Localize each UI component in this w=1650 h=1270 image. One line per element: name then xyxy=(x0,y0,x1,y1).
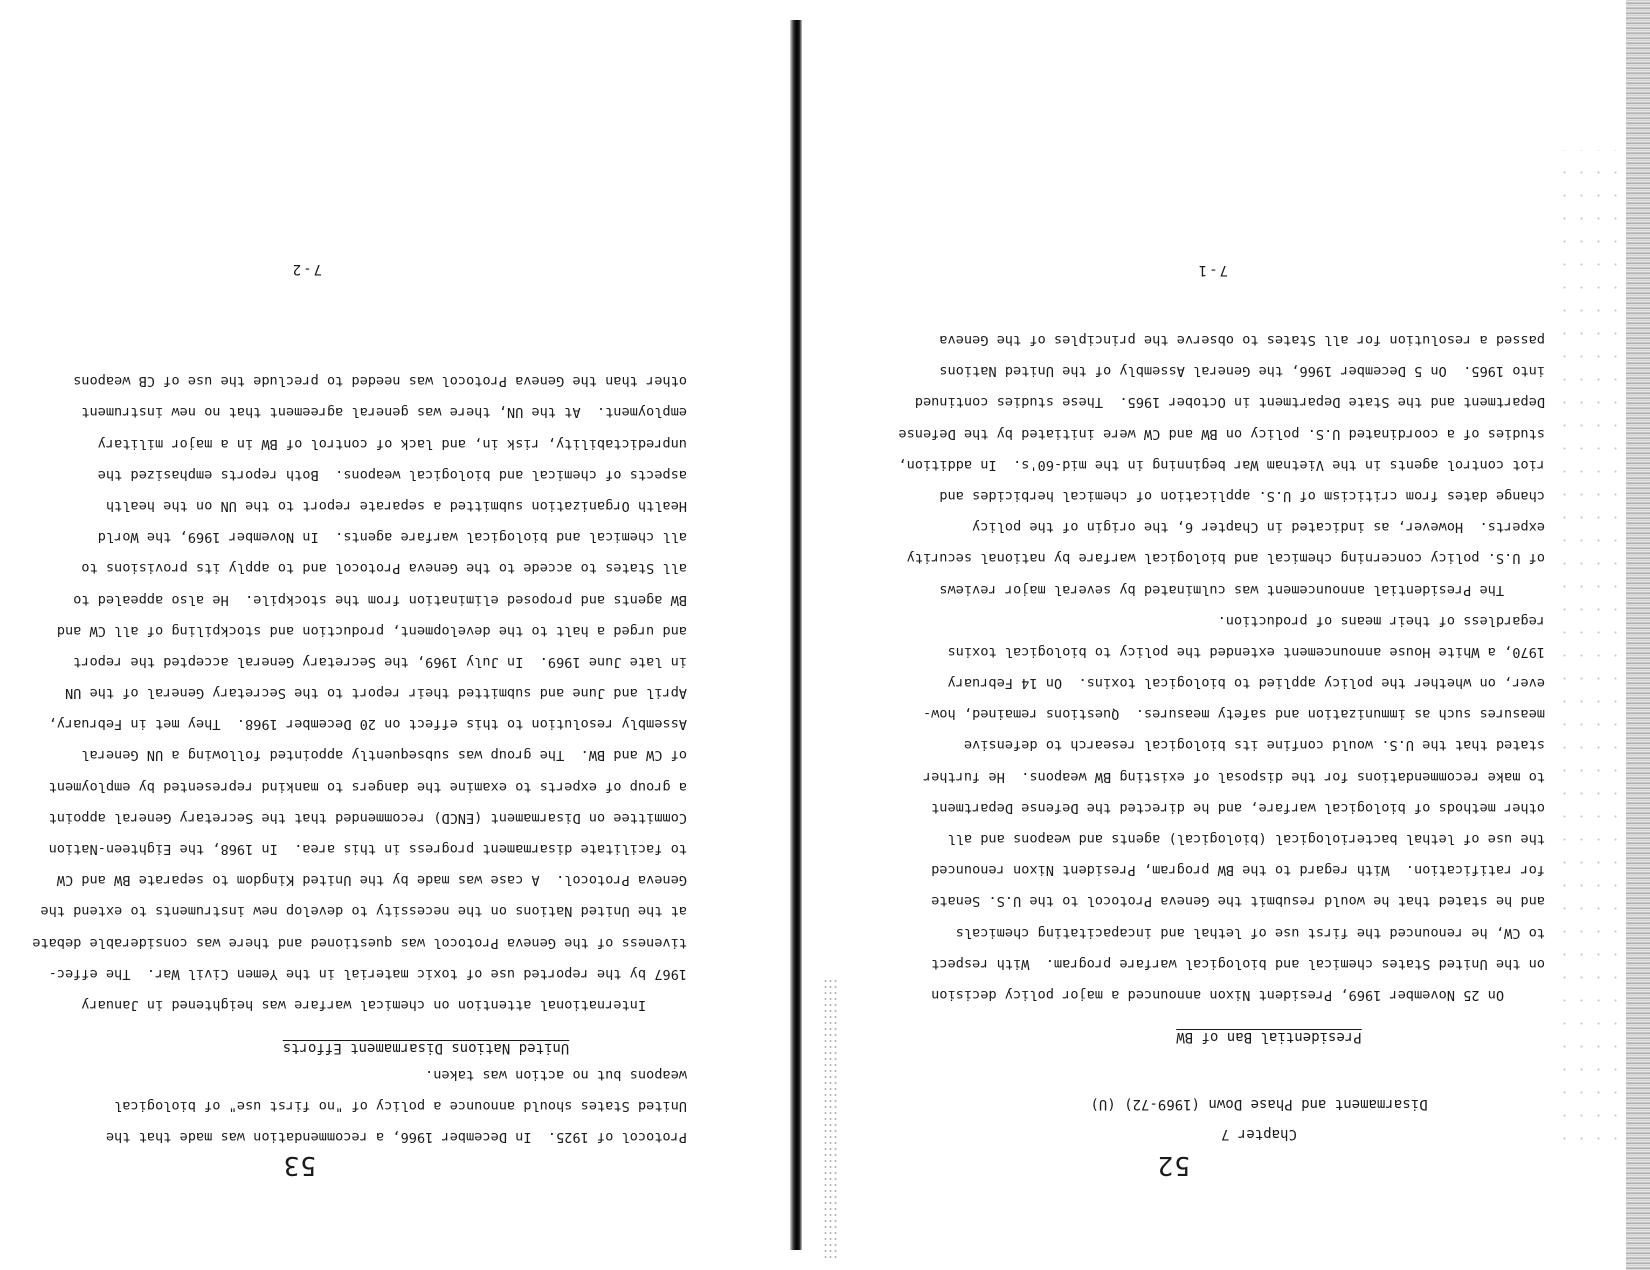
text-line: regardless of their means of production. xyxy=(1217,612,1545,629)
text-line: Department and the State Department in October 1965. These studies continued xyxy=(914,394,1545,411)
folio: 7-2 xyxy=(290,261,322,277)
body-text-continued xyxy=(106,1058,687,1152)
text-line: to CW, he renounced the first use of lethal and incapacitating chemicals xyxy=(955,924,1545,941)
page-number: 52 xyxy=(1156,1150,1190,1180)
text-line: a group of experts to examine the dangers to mankind represented by employment xyxy=(48,778,687,795)
text-line: United States should announce a policy of "no first use" of biological xyxy=(114,1097,687,1114)
text-line: other than the Geneva Protocol was needed to preclude the use of CB weapons xyxy=(73,373,687,390)
text-line: studies of a coordinated U.S. policy on BW and CW were initiated by the Defense xyxy=(898,425,1545,442)
body-text xyxy=(32,365,687,1020)
body-text xyxy=(898,324,1545,1010)
text-line: experts. However, as indicated in Chapter 6, the origin of the policy xyxy=(972,519,1545,536)
text-line: on the United States chemical and biological warfare program. With respect xyxy=(931,955,1545,972)
scan-noise xyxy=(822,980,838,1260)
text-line: the use of lethal bacteriological (biological) agents and weapons and all xyxy=(947,831,1545,848)
text-line: to facilitate disarmament progress in this area. In 1968, the Eighteen-Nation xyxy=(48,841,687,858)
text-line: of CW and BW. The group was subsequently appointed following a UN General xyxy=(81,747,687,764)
text-line: for ratification. With regard to the BW program, President Nixon renounced xyxy=(931,862,1545,879)
text-line: aspects of chemical and biological weapons. Both reports emphasized the xyxy=(97,466,687,483)
chapter-label: Chapter 7 xyxy=(1221,1126,1297,1142)
text-line: passed a resolution for all States to observe the principles of the Geneva xyxy=(939,332,1545,349)
text-line: of U.S. policy concerning chemical and biological warfare by national security xyxy=(906,550,1545,567)
text-line: 1967 by the reported use of toxic material in the Yemen Civil War. The effec- xyxy=(48,965,687,982)
text-line: and he stated that he would resubmit the Geneva Protocol to the U.S. Senate xyxy=(931,893,1545,910)
chapter-title: Disarmament and Phase Down (1969-72) (U) xyxy=(1090,1096,1428,1112)
text-line: stated that the U.S. would confine its biological research to defensive xyxy=(963,737,1545,754)
text-line: BW agents and proposed elimination from the stockpile. He also appealed to xyxy=(73,591,687,608)
page-52 xyxy=(808,0,1650,1270)
text-line: unpredictability, risk in, and lack of control of BW in a major military xyxy=(97,435,687,452)
text-line: riot control agents in the Vietnam War beginning in the mid-60's. In addition, xyxy=(898,456,1545,473)
text-line: employment. At the UN, there was general agreement that no new instrument xyxy=(81,404,687,421)
text-line: in late June 1969. In July 1969, the Secretary General accepted the report xyxy=(73,653,687,670)
text-line: weapons but no action was taken. xyxy=(425,1066,687,1083)
text-line: International attention on chemical warfare was heightened in January xyxy=(81,997,687,1013)
section-heading xyxy=(848,1029,1650,1045)
text-line: at the United Nations on the necessity to develop new instruments to extend the xyxy=(40,903,687,920)
text-line: April and June and submitted their report to the Secretary General of the UN xyxy=(65,685,687,702)
text-line: other methods of biological warfare, and he directed the Defense Department xyxy=(931,799,1545,816)
text-line: ever, on whether the policy applied to biological toxins. On 14 February xyxy=(947,675,1545,692)
text-line: all chemical and biological warfare agents. In November 1969, the World xyxy=(97,529,687,546)
text-line: measures such as immunization and safety measures. Questions remained, how- xyxy=(923,706,1545,723)
folio: 7-1 xyxy=(1196,262,1228,278)
text-line: Geneva Protocol. A case was made by the United Kingdom to separate BW and CW xyxy=(56,872,687,889)
text-line: Committee on Disarmament (ENCD) recommended that the Secretary General appoint xyxy=(48,809,687,826)
text-line: into 1965. On 5 December 1966, the General Assembly of the United Nations xyxy=(939,363,1545,380)
page-53 xyxy=(0,0,792,1270)
text-line: Protocol of 1925. In December 1966, a recommendation was made that the xyxy=(105,1129,687,1145)
section-heading-text: Presidential Ban of BW xyxy=(1176,1029,1362,1045)
section-heading xyxy=(30,1040,792,1056)
text-line: On 25 November 1969, President Nixon announced a major policy decision xyxy=(931,987,1545,1003)
text-line: to make recommendations for the disposal of existing BW weapons. He further xyxy=(923,768,1545,785)
text-line: 1970, a White House announcement extended the policy to biological toxins xyxy=(947,643,1545,660)
text-line: Assembly resolution to this effect on 20 December 1968. They met in February, xyxy=(48,716,687,733)
text-line: and urged a halt to the development, production and stockpiling of all CW and xyxy=(56,622,687,639)
text-line: Health Organization submitted a separate report to the UN on the health xyxy=(105,498,687,514)
section-heading-text: United Nations Disarmament Efforts xyxy=(282,1040,570,1056)
text-line: The Presidential announcement was culminated by several major reviews xyxy=(939,581,1545,598)
text-line: all States to accede to the Geneva Protocol and to apply its provisions to xyxy=(81,560,687,577)
page-number: 53 xyxy=(282,1150,316,1180)
text-line: change dates from criticism of U.S. application of chemical herbicides and xyxy=(939,488,1545,504)
text-line: tiveness of the Geneva Protocol was questioned and there was considerable debate xyxy=(32,934,687,951)
